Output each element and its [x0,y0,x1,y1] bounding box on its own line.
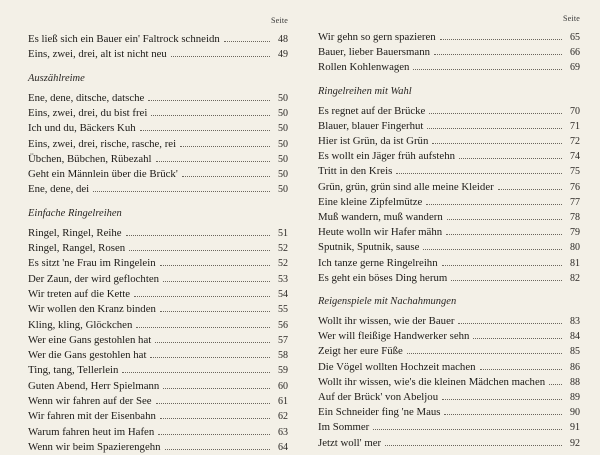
dot-leader [446,225,562,235]
toc-entry [28,256,288,270]
entry-page-number: 66 [570,47,580,59]
entry-title: Es ließ sich ein Bauer ein' Faltrock schneidn [28,33,220,45]
entry-title: Auf der Brück' von Abeljou [318,391,439,403]
entry-page-number: 90 [570,407,580,419]
entry-title: Blauer, blauer Fingerhut [318,119,424,132]
toc-entry [28,333,288,347]
entry-title: Im Sommer [318,421,370,434]
toc-entry [28,241,288,255]
entry-page-number: 71 [570,120,580,132]
entry-page-number: 86 [570,361,580,373]
dot-leader [163,379,270,389]
toc-entry [318,195,580,209]
entry-page-number: 74 [570,151,580,163]
entry-title: Kling, kling, Glöckchen [28,318,133,331]
entry-page-number: 89 [570,392,580,403]
entry-title: Guten Abend, Herr Spielmann [28,379,160,392]
entry-title: Eins, zwei, drei, du bist frei [28,106,148,119]
toc-entry [28,287,288,301]
entry-title: Rollen Kohlenwagen [318,61,410,74]
entry-page-number: 54 [278,288,288,300]
dot-leader [373,420,562,430]
entry-page-number: 52 [278,243,288,254]
entry-title: Es regnet auf der Brücke [318,104,426,117]
entry-title: Tritt in den Kreis [318,165,393,178]
entry-title: Ich und du, Bäckers Kuh [28,122,136,135]
dot-leader [171,47,270,57]
toc-entry [28,121,288,135]
entry-title: Sputnik, Sputnik, sause [318,241,420,254]
entry-title: Ene, dene, ditsche, datsche [28,91,145,104]
dot-leader [134,287,270,297]
toc-entry [28,182,288,196]
entry-page-number: 57 [278,334,288,346]
seite-label-left: Seite [271,16,288,25]
toc-entry [28,425,288,439]
toc-entry [318,344,580,358]
entry-page-number: 91 [570,422,580,434]
dot-leader [160,302,270,312]
toc-entry [28,363,288,377]
entry-title: Wenn wir fahren auf der See [28,395,152,407]
toc-entry [318,375,580,389]
entry-title: Eins, zwei, drei, alt ist nicht neu [28,48,167,61]
toc-entry [28,394,288,408]
dot-leader [434,45,562,55]
toc-entry [28,167,288,181]
dot-leader [440,30,562,40]
dot-leader [423,240,562,250]
section-heading: Reigenspiele mit Nachahmungen [318,296,457,307]
entry-page-number: 61 [278,396,288,407]
toc-entry [318,225,580,239]
dot-leader [426,195,562,205]
dot-leader [413,60,562,70]
entry-page-number: 80 [570,242,580,254]
toc-entry [318,436,580,450]
entry-page-number: 50 [278,92,288,104]
seite-label-right: Seite [563,14,580,23]
toc-entry [318,134,580,148]
toc-entry [28,302,288,316]
entry-title: Eins, zwei, drei, rische, rasche, rei [28,137,177,150]
entry-page-number: 64 [278,441,288,453]
entry-title: Wollt ihr wissen, wie der Bauer [318,315,455,327]
dot-leader [165,440,270,450]
toc-entry [318,30,580,44]
entry-title: Es geht ein böses Ding herum [318,271,448,284]
entry-page-number: 63 [278,426,288,438]
toc-entry [318,149,580,163]
entry-title: Ene, dene, dei [28,183,90,196]
dot-leader [549,375,562,385]
entry-title: Hier ist Grün, da ist Grün [318,135,429,147]
entry-page-number: 79 [570,227,580,239]
entry-page-number: 60 [278,380,288,392]
entry-title: Es wollt ein Jäger früh aufstehn [318,150,456,163]
toc-entry [28,32,288,46]
entry-page-number: 65 [570,32,580,43]
toc-entry [318,104,580,118]
entry-title: Bauer, lieber Bauersmann [318,46,430,59]
dot-leader [136,318,270,328]
toc-entry [318,405,580,419]
toc-entry [28,152,288,166]
entry-title: Der Zaun, der wird geflochten [28,272,160,285]
entry-page-number: 48 [278,34,288,45]
entry-title: Ich tanze gerne Ringelreihn [318,256,438,269]
entry-page-number: 82 [570,272,580,284]
entry-title: Ein Schneider fing 'ne Maus [318,406,441,419]
dot-leader [163,272,270,282]
toc-entry [318,271,580,285]
toc-entry [28,348,288,362]
entry-title: Wer die Gans gestohlen hat [28,349,147,362]
entry-page-number: 77 [570,196,580,208]
toc-entry [318,240,580,254]
toc-entry [28,137,288,151]
entry-page-number: 50 [278,138,288,150]
entry-title: Wir wollen den Kranz binden [28,303,156,316]
dot-leader [432,134,562,144]
entry-page-number: 85 [570,346,580,358]
entry-title: Grün, grün, grün sind alle meine Kleider [318,180,494,193]
toc-entry [28,47,288,61]
entry-page-number: 78 [570,212,580,223]
toc-entry [318,420,580,434]
entry-title: Wenn wir beim Spazierengehn [28,440,161,453]
toc-entry [318,329,580,343]
dot-leader [451,271,562,281]
entry-page-number: 50 [278,169,288,181]
entry-title: Wir gehn so gern spazieren [318,31,436,43]
dot-leader [182,167,270,177]
toc-entry [318,45,580,59]
dot-leader [458,314,562,324]
entry-page-number: 55 [278,304,288,316]
toc-entry [318,360,580,374]
entry-page-number: 50 [278,153,288,165]
entry-title: Wir treten auf die Kette [28,287,131,300]
dot-leader [129,241,270,251]
entry-title: Warum fahren heut im Hafen [28,425,155,438]
entry-page-number: 51 [278,227,288,239]
section-heading: Auszählreime [28,72,85,84]
dot-leader [429,104,562,114]
entry-page-number: 50 [278,107,288,119]
dot-leader [160,256,270,266]
entry-page-number: 53 [278,273,288,285]
entry-page-number: 50 [278,184,288,196]
entry-page-number: 83 [570,316,580,327]
entry-page-number: 62 [278,411,288,423]
entry-title: Jetzt woll' mer [318,436,382,449]
dot-leader [459,149,562,159]
entry-page-number: 70 [570,105,580,117]
entry-page-number: 81 [570,257,580,269]
toc-entry [318,164,580,178]
entry-page-number: 49 [278,49,288,61]
entry-page-number: 58 [278,350,288,362]
dot-leader [396,164,562,174]
dot-leader [140,121,270,131]
entry-title: Ringel, Ringel, Reihe [28,226,122,239]
dot-leader [180,137,270,147]
entry-title: Eine kleine Zipfelmütze [318,195,423,208]
dot-leader [158,425,270,435]
toc-entry [318,119,580,133]
entry-page-number: 50 [278,123,288,135]
toc-entry [28,379,288,393]
toc-entry [318,210,580,224]
entry-title: Es sitzt 'ne Frau im Ringelein [28,257,156,270]
dot-leader [156,394,270,404]
entry-title: Geht ein Männlein über die Brück' [28,168,178,181]
entry-title: Wollt ihr wissen, wie's die kleinen Mädchen machen [318,375,546,388]
entry-title: Heute wolln wir Hafer mähn [318,226,443,239]
entry-title: Ringel, Rangel, Rosen [28,242,126,254]
toc-entry [28,272,288,286]
toc-entry [28,318,288,332]
dot-leader [160,409,270,419]
entry-page-number: 84 [570,331,580,343]
dot-leader [473,329,562,339]
entry-page-number: 59 [278,365,288,377]
entry-title: Übchen, Bübchen, Rübezahl [28,152,152,165]
dot-leader [122,363,270,373]
dot-leader [442,390,562,400]
entry-page-number: 72 [570,136,580,147]
dot-leader [150,348,270,358]
dot-leader [385,436,562,446]
dot-leader [156,152,270,162]
dot-leader [93,182,270,192]
entry-page-number: 92 [570,437,580,449]
entry-title: Die Vögel wollten Hochzeit machen [318,360,476,373]
entry-title: Zeigt her eure Füße [318,345,403,358]
entry-title: Muß wandern, muß wandern [318,211,443,223]
toc-entry [28,91,288,105]
toc-entry [318,180,580,194]
entry-page-number: 75 [570,166,580,178]
entry-page-number: 69 [570,62,580,74]
dot-leader [442,256,562,266]
toc-entry [28,440,288,454]
dot-leader [224,32,270,42]
toc-entry [318,256,580,270]
dot-leader [126,226,270,236]
entry-title: Ting, tang, Tellerlein [28,364,119,377]
toc-entry [318,314,580,328]
dot-leader [480,360,562,370]
entry-page-number: 52 [278,258,288,270]
dot-leader [427,119,562,129]
dot-leader [444,405,562,415]
entry-page-number: 88 [570,376,580,388]
toc-entry [318,60,580,74]
section-heading: Ringelreihen mit Wahl [318,85,412,97]
dot-leader [151,106,270,116]
entry-page-number: 76 [570,181,580,193]
dot-leader [447,210,562,220]
toc-entry [28,226,288,240]
dot-leader [407,344,562,354]
dot-leader [148,91,270,101]
entry-page-number: 56 [278,319,288,331]
entry-title: Wir fahren mit der Eisenbahn [28,410,156,423]
entry-title: Wer will fleißige Handwerker sehn [318,330,470,343]
section-heading: Einfache Ringelreihen [28,207,122,219]
toc-entry [28,106,288,120]
dot-leader [155,333,270,343]
entry-title: Wer eine Gans gestohlen hat [28,333,152,346]
dot-leader [498,180,562,190]
toc-entry [28,409,288,423]
toc-entry [318,390,580,404]
